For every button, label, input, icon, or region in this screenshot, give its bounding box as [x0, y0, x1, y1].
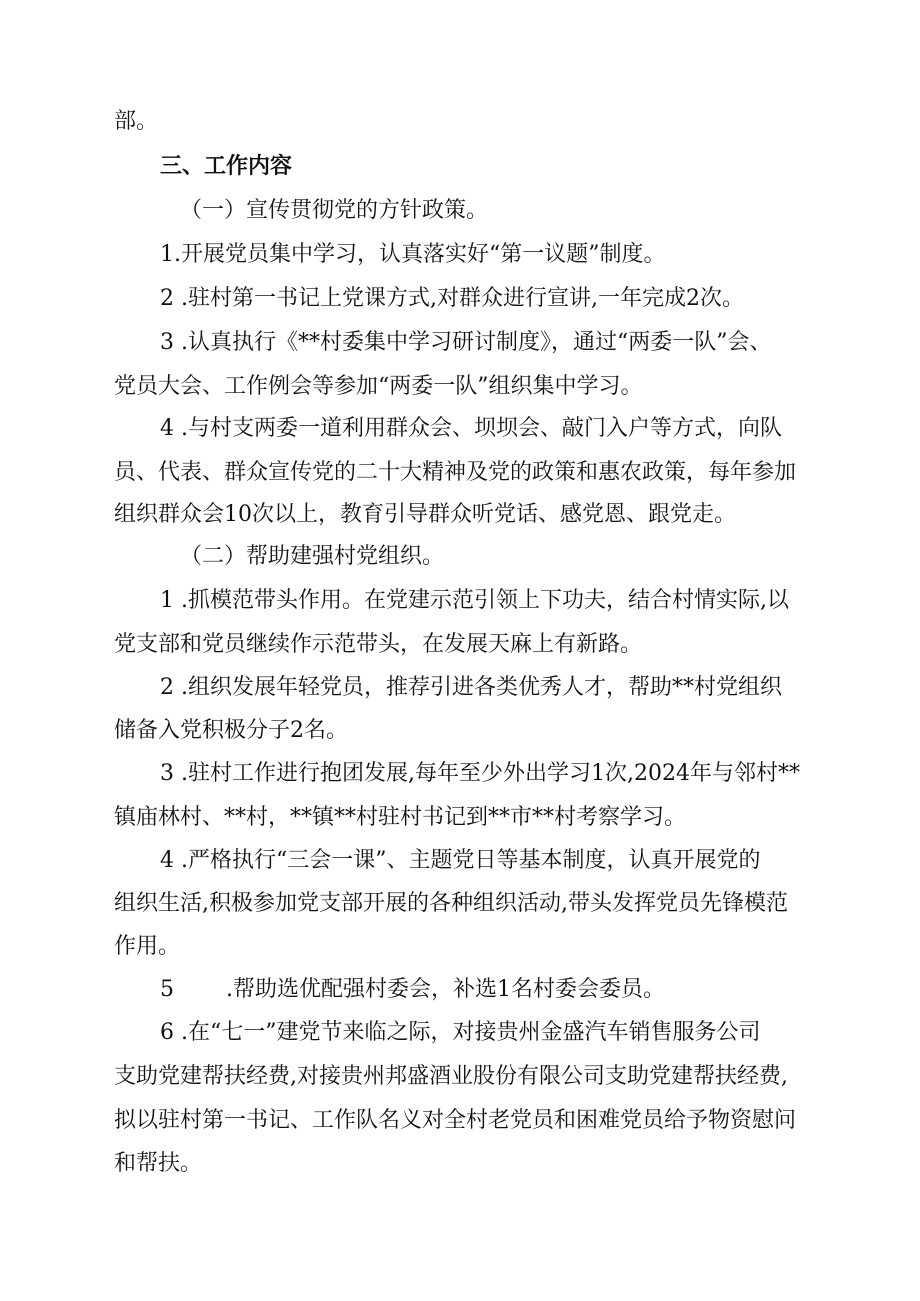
item-2-4-line3: 作用。	[114, 934, 181, 959]
item-2-2-line1: 2 .组织发展年轻党员，推荐引进各类优秀人才，帮助**村党组织	[160, 675, 782, 700]
item-1-3-line2: 党员大会、工作例会等参加“两委一队”组织集中学习。	[114, 374, 643, 399]
paragraph-continuation: 部。	[114, 109, 159, 134]
item-2-6-line1: 6 .在“七一”建党节来临之际，对接贵州金盛汽车销售服务公司	[160, 1020, 761, 1045]
item-2-6-line3: 拟以驻村第一书记、工作队名义对全村老党员和困难党员给予物资慰问	[114, 1108, 797, 1133]
subsection-heading-2: （二）帮助建强村党组织。	[180, 544, 445, 569]
item-1-2: 2 .驻村第一书记上党课方式,对群众进行宣讲,一年完成2次。	[160, 286, 744, 311]
item-2-3-line1: 3 .驻村工作进行抱团发展,每年至少外出学习1次,2024年与邻村**	[160, 761, 800, 786]
item-2-1-line1: 1 .抓模范带头作用。在党建示范引领上下功夫，结合村情实际,以	[160, 588, 789, 613]
item-2-5-text: .帮助选优配强村委会，补选1名村委会委员。	[226, 977, 665, 1002]
item-1-3-line1: 3 .认真执行《**村委集中学习研讨制度》，通过“两委一队”会、	[160, 330, 772, 355]
item-2-4-line2: 组织生活,积极参加党支部开展的各种组织活动,带头发挥党员先锋模范	[114, 891, 788, 916]
item-2-2-line2: 储备入党积极分子2名。	[114, 718, 348, 743]
item-1-4-line1: 4 .与村支两委一道利用群众会、坝坝会、敲门入户等方式，向队	[160, 416, 782, 441]
item-2-3-line2: 镇庙林村、**村，**镇**村驻村书记到**市**村考察学习。	[114, 805, 687, 830]
item-2-6-line4: 和帮扶。	[114, 1151, 203, 1176]
section-heading-work-content: 三、工作内容	[160, 154, 293, 179]
item-1-4-line3: 组织群众会10次以上，教育引导群众听党话、感党恩、跟党走。	[114, 502, 736, 527]
item-2-5-number: 5	[160, 977, 174, 1002]
item-1-1: 1.开展党员集中学习，认真落实好“第一议题”制度。	[160, 242, 666, 267]
item-1-4-line2: 员、代表、群众宣传党的二十大精神及党的政策和惠农政策，每年参加	[114, 460, 797, 485]
item-2-5	[160, 975, 665, 1005]
item-2-4-line1: 4 .严格执行“三会一课”、主题党日等基本制度，认真开展党的	[160, 848, 761, 873]
subsection-heading-1: （一）宣传贯彻党的方针政策。	[180, 198, 489, 223]
item-2-1-line2: 党支部和党员继续作示范带头，在发展天麻上有新路。	[114, 632, 643, 657]
item-2-6-line2: 支助党建帮扶经费,对接贵州邦盛酒业股份有限公司支助党建帮扶经费,	[114, 1064, 788, 1089]
